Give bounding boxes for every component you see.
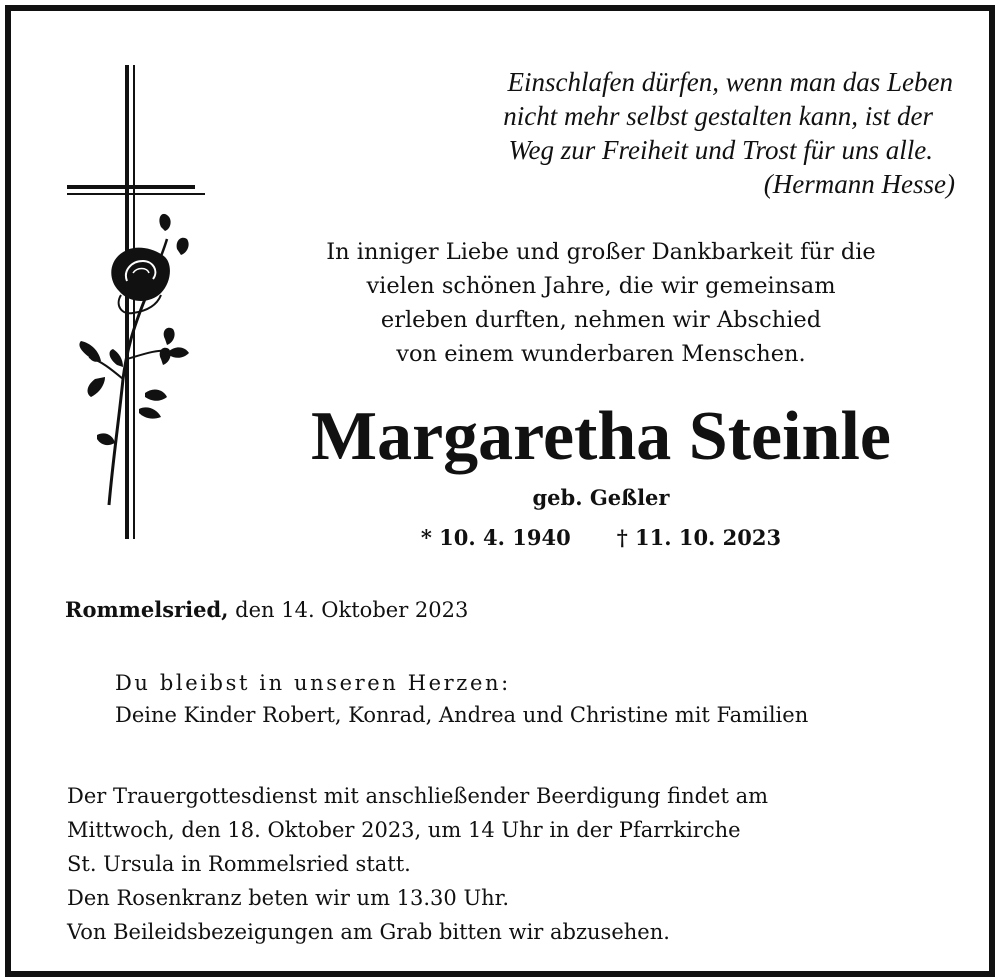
notice-date: den 14. Oktober 2023 [235,598,469,622]
intro-line: von einem wunderbaren Menschen. [396,341,806,367]
service-line: Mittwoch, den 18. Oktober 2023, um 14 Uhr in der Pfarrkirche [67,818,741,842]
quote-line: Einschlafen dürfen, wenn man das Leben [507,67,953,97]
quote-line: nicht mehr selbst gestalten kann, ist der [503,101,933,131]
mourners-heading: Du bleibst in unseren Herzen: [115,671,511,695]
quote-line: Weg zur Freiheit und Trost für uns alle. [508,135,933,165]
intro-line: vielen schönen Jahre, die wir gemeinsam [366,273,836,299]
hesse-quote [11,65,955,201]
mourners-block [115,667,808,731]
intro-line: erleben durften, nehmen wir Abschied [380,307,822,333]
intro-text [241,235,961,371]
maiden-name: geb. Geßler [532,485,670,510]
service-info [67,779,768,949]
mourners-text: Deine Kinder Robert, Konrad, Andrea und Christine mit Familien [115,703,809,727]
place-name: Rommelsried, [65,597,229,622]
obituary-frame [5,5,995,977]
place-date [65,595,468,625]
service-line: Den Rosenkranz beten wir um 13.30 Uhr. [67,886,510,910]
service-line: Der Trauergottesdienst mit anschließender Beerdigung findet am [67,784,769,808]
quote-author: (Hermann Hesse) [763,169,955,199]
birth-date: * 10. 4. 1940 [420,525,571,550]
intro-line: In inniger Liebe und großer Dankbarkeit für die [326,239,876,265]
death-date: † 11. 10. 2023 [616,525,782,550]
life-dates [241,523,961,553]
service-line: Von Beileidsbezeigungen am Grab bitten wir abzusehen. [67,920,670,944]
service-line: St. Ursula in Rommelsried statt. [67,852,411,876]
deceased-name: Margaretha Steinle [311,398,891,475]
